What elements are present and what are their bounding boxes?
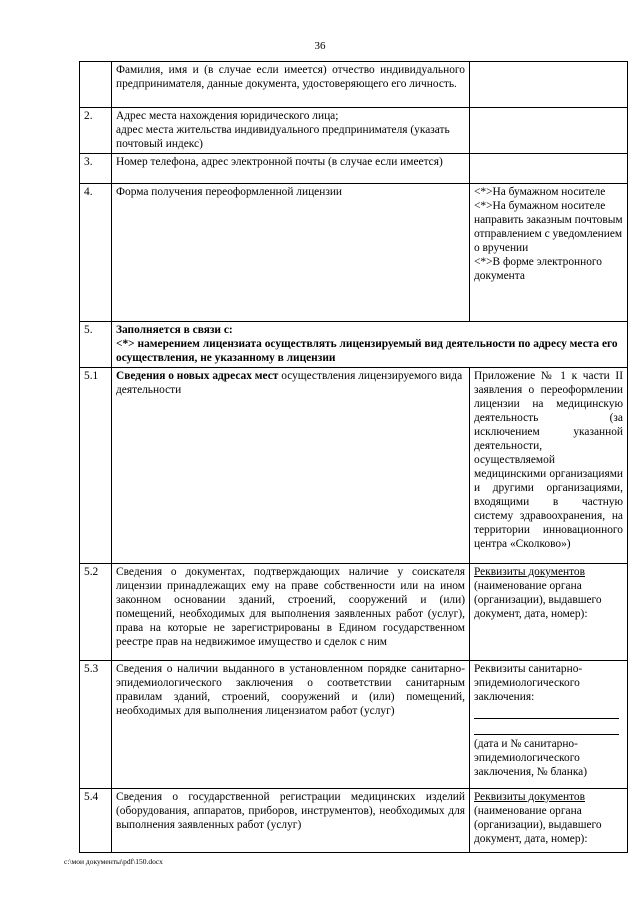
row-description: Номер телефона, адрес электронной почты (в случае если имеется) [112,154,470,184]
row-description: Сведения о наличии выданного в установленном порядке санитарно-эпидемиологического заключения о соответствии санитарным правилам зданий, строений, сооружений и (или) помещений, необходимых для выполнения лицензиатом работ (услуг) [112,661,470,789]
page-number: 36 [314,40,326,52]
row-number: 4. [80,184,112,322]
row-number: 5.3 [80,661,112,789]
section-heading-detail[interactable]: <*> намерением лицензиата осуществлять лицензируемый вид деятельности по адресу места его осуществления, не указанному в лицензии [116,338,618,364]
blank-line[interactable] [474,705,619,719]
row-value-field[interactable] [470,564,628,661]
row-number [80,62,112,108]
license-form-table [79,61,628,853]
value-title: Реквизиты документов [474,791,585,803]
row-description: Сведения о документах, подтверждающих наличие у соискателя лицензии принадлежащих ему на праве собственности или на ином законном основании зданий, строений, сооружений и (или) помещений, необходимых для выполнения заявленных работ (услуг), права на которые не зарегистрированы в Едином государственном реестре прав на недвижимое имущество и сделок с ним [112,564,470,661]
row-value-field[interactable] [470,108,628,154]
option-paper[interactable]: <*>На бумажном носителе [474,186,606,198]
value-hint: (наименование органа (организации), выдавшего документ, дата, номер): [474,580,602,620]
table-row [80,184,628,322]
option-electronic[interactable]: <*>В форме электронного документа [474,256,602,282]
section-heading [112,322,628,368]
row-number: 3. [80,154,112,184]
row-description-rest: осуществления лицензируемого вида деятельности [116,370,463,396]
table-row [80,564,628,661]
row-description: Сведения о государственной регистрации медицинских изделий (оборудования, аппаратов, приборов, инструментов), необходимых для выполнения заявленных работ (услуг) [112,789,470,853]
row-value-field[interactable] [470,661,628,789]
row-description [112,368,470,564]
row-description [112,108,470,154]
table-row [80,368,628,564]
row-value-field[interactable] [470,789,628,853]
row-number: 5. [80,322,112,368]
footer-file-path: c:\мои документы\pdf\150.docx [64,857,163,866]
row-value-text: Приложение № 1 к части II заявления о переоформлении лицензии на медицинскую деятельность (за исключением указанной деятельности, осуществляемой медицинскими организациями и другими организациями, входящими в частную систему здравоохранения, на территории инновационного центра «Сколково») [470,368,628,564]
value-title: Реквизиты документов [474,566,585,578]
option-paper-mail[interactable]: <*>На бумажном носителе направить заказным почтовым отправлением с уведомлением о вручении [474,200,623,254]
table-row [80,661,628,789]
row-description-line: Адрес места нахождения юридического лица; [116,110,339,122]
row-value-field[interactable] [470,154,628,184]
row-description: Форма получения переоформленной лицензии [112,184,470,322]
row-description-bold: Сведения о новых адресах мест [116,370,279,382]
table-row [80,108,628,154]
delivery-options [470,184,628,322]
table-row [80,322,628,368]
blank-line[interactable] [474,721,619,735]
section-heading-title: Заполняется в связи с: [116,324,233,336]
row-number: 5.2 [80,564,112,661]
row-description: Фамилия, имя и (в случае если имеется) отчество индивидуального предпринимателя, данные документа, удостоверяющего его личность. [112,62,470,108]
row-value-field[interactable] [470,62,628,108]
table-row [80,62,628,108]
value-title: Реквизиты санитарно-эпидемиологического заключения: [474,663,583,703]
row-number: 2. [80,108,112,154]
table-row [80,154,628,184]
table-row [80,789,628,853]
value-hint: (наименование органа (организации), выдавшего документ, дата, номер): [474,805,602,845]
row-number: 5.4 [80,789,112,853]
row-description-line: адрес места жительства индивидуального предпринимателя (указать почтовый индекс) [116,124,450,150]
row-number: 5.1 [80,368,112,564]
value-hint: (дата и № санитарно-эпидемиологического заключения, № бланка) [474,738,588,778]
